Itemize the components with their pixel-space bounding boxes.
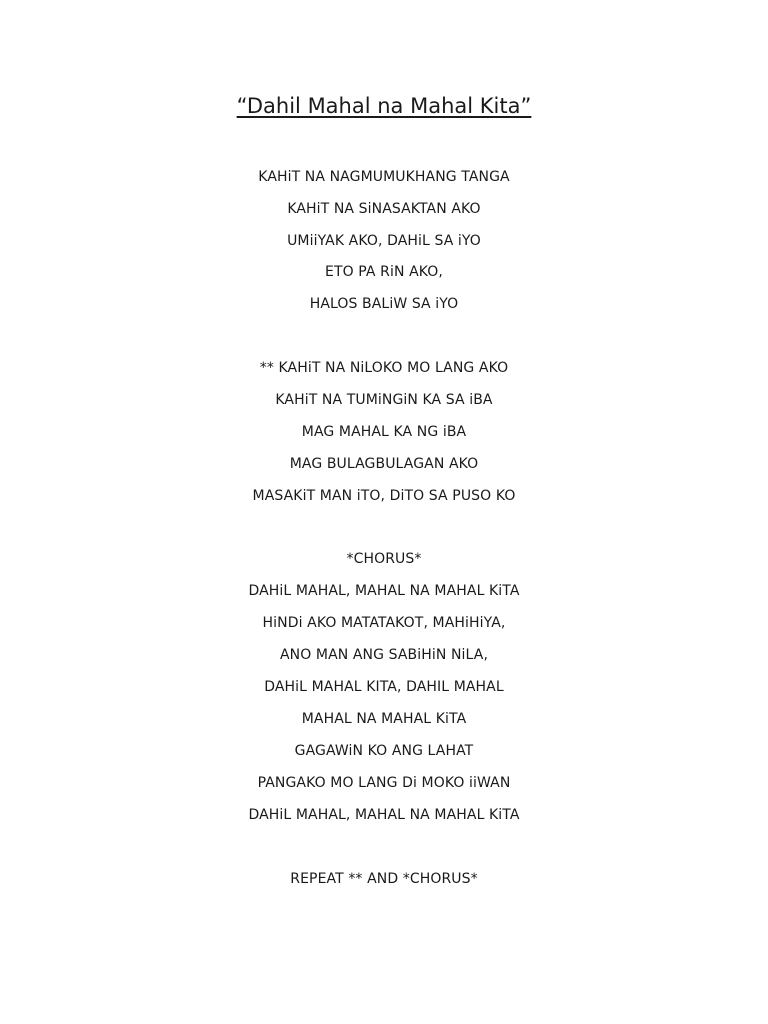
verse2-line-3: MAG MAHAL KA NG iBA: [301, 424, 467, 440]
chorus-line-3: ANO MAN ANG SABiHiN NiLA,: [279, 647, 488, 663]
verse1-line-4: ETO PA RiN AKO,: [325, 264, 443, 280]
verse1-line-1: KAHiT NA NAGMUMUKHANG TANGA: [258, 169, 510, 185]
chorus-line-8: DAHiL MAHAL, MAHAL NA MAHAL KiTA: [248, 807, 520, 823]
verse1-line-2: KAHiT NA SiNASAKTAN AKO: [287, 201, 481, 217]
verse2-line-4: MAG BULAGBULAGAN AKO: [289, 456, 479, 472]
verse1-line-5: HALOS BALiW SA iYO: [309, 296, 459, 312]
verse2-line-5: MASAKiT MAN iTO, DiTO SA PUSO KO: [252, 488, 516, 504]
chorus-label: *CHORUS*: [346, 551, 422, 567]
chorus-line-7: PANGAKO MO LANG Di MOKO iiWAN: [257, 775, 511, 791]
chorus-line-1: DAHiL MAHAL, MAHAL NA MAHAL KiTA: [248, 583, 520, 599]
chorus-line-4: DAHiL MAHAL KITA, DAHIL MAHAL: [264, 679, 504, 695]
repeat-instruction: REPEAT ** AND *CHORUS*: [290, 871, 478, 887]
chorus-line-6: GAGAWiN KO ANG LAHAT: [294, 743, 474, 759]
chorus-line-2: HiNDi AKO MATATAKOT, MAHiHiYA,: [262, 615, 506, 631]
song-title: “Dahil Mahal na Mahal Kita”: [236, 94, 532, 118]
chorus-line-5: MAHAL NA MAHAL KiTA: [301, 711, 467, 727]
verse2-line-1: ** KAHiT NA NiLOKO MO LANG AKO: [259, 360, 509, 376]
verse1-line-3: UMiiYAK AKO, DAHiL SA iYO: [287, 233, 481, 249]
verse2-line-2: KAHiT NA TUMiNGiN KA SA iBA: [275, 392, 493, 408]
